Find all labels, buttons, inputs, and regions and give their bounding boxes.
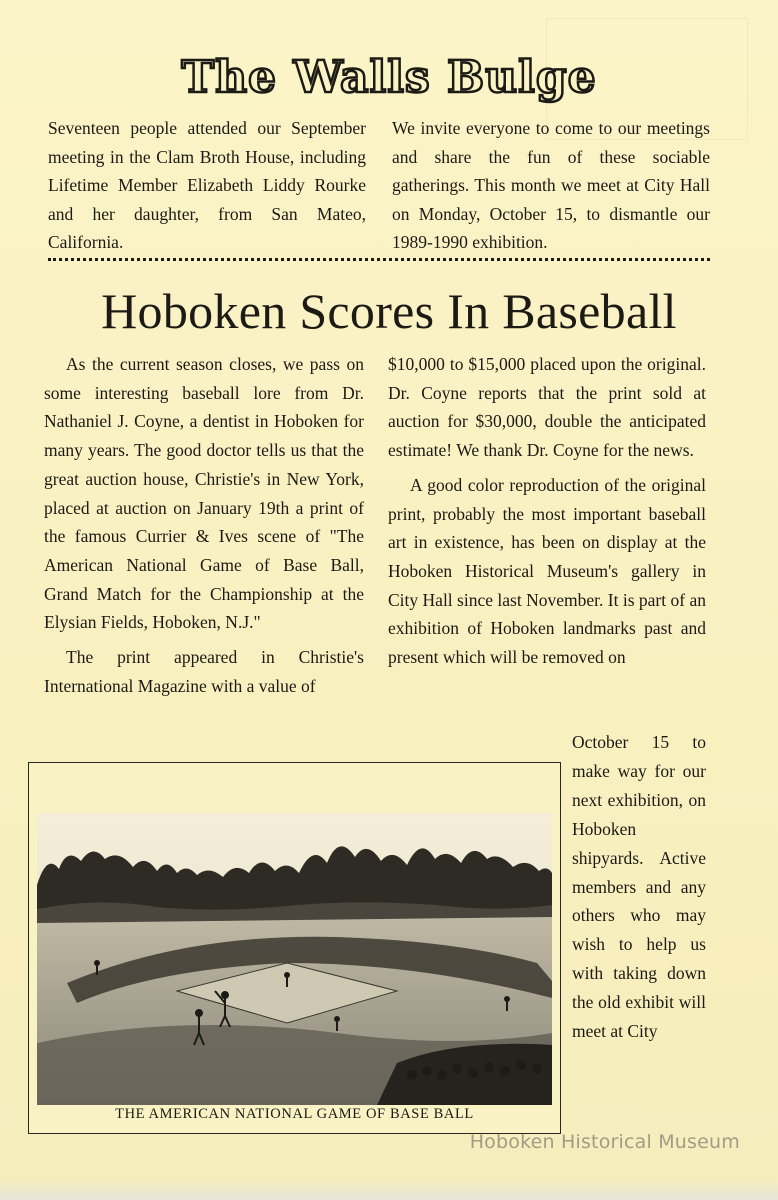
page-bottom-edge: [0, 1180, 778, 1200]
walls-bulge-left-text: Seventeen people attended our September meeting in the Clam Broth House, including Lifetime Member Elizabeth Liddy Rourke and her daughter, from San Mateo, California.: [48, 118, 366, 253]
walls-bulge-right-text: We invite everyone to come to our meetings and share the fun of these sociable gatherings. This month we meet at City Hall on Monday, October 15, to dismantle our 1989-1990 exhibition.: [392, 118, 710, 253]
baseball-print-image: [37, 813, 552, 1105]
figure-caption: THE AMERICAN NATIONAL GAME OF BASE BALL: [115, 1106, 474, 1122]
article-left-column: [44, 350, 364, 706]
article-headline: Hoboken Scores In Baseball: [101, 283, 677, 339]
article-right-column: [388, 350, 706, 678]
article-paragraph: $10,000 to $15,000 placed upon the original. Dr. Coyne reports that the print sold at auction for $30,000, double the anticipated estimate! We thank Dr. Coyne for the news.: [388, 354, 706, 461]
baseball-print-figure: [28, 762, 561, 1134]
article-paragraph: The print appeared in Christie's International Magazine with a value of: [44, 647, 364, 696]
article-paragraph: As the current season closes, we pass on some interesting baseball lore from Dr. Nathaniel J. Coyne, a dentist in Hoboken for many years. The good doctor tells us that the great auction house, Christie's in New York, placed at auction on January 19th a print of the famous Currier & Ives scene of "The American National Game of Base Ball, Grand Match for the Championship at the Elysian Fields, Hoboken, N.J.": [44, 354, 364, 633]
article-paragraph: A good color reproduction of the original print, probably the most important baseball art in existence, has been on display at the Hoboken Historical Museum's gallery in City Hall since last November. It is part of an exhibition of Hoboken landmarks past and present which will be removed on: [388, 474, 706, 668]
article-narrow-column: October 15 to make way for our next exhibition, on Hoboken shipyards. Active members and any others who may wish to help us with taking down the old exhibit will meet at City: [572, 732, 706, 1042]
walls-bulge-title: The Walls Bulge: [181, 52, 597, 103]
dotted-divider: [48, 258, 710, 261]
museum-watermark: Hoboken Historical Museum: [469, 1131, 740, 1153]
